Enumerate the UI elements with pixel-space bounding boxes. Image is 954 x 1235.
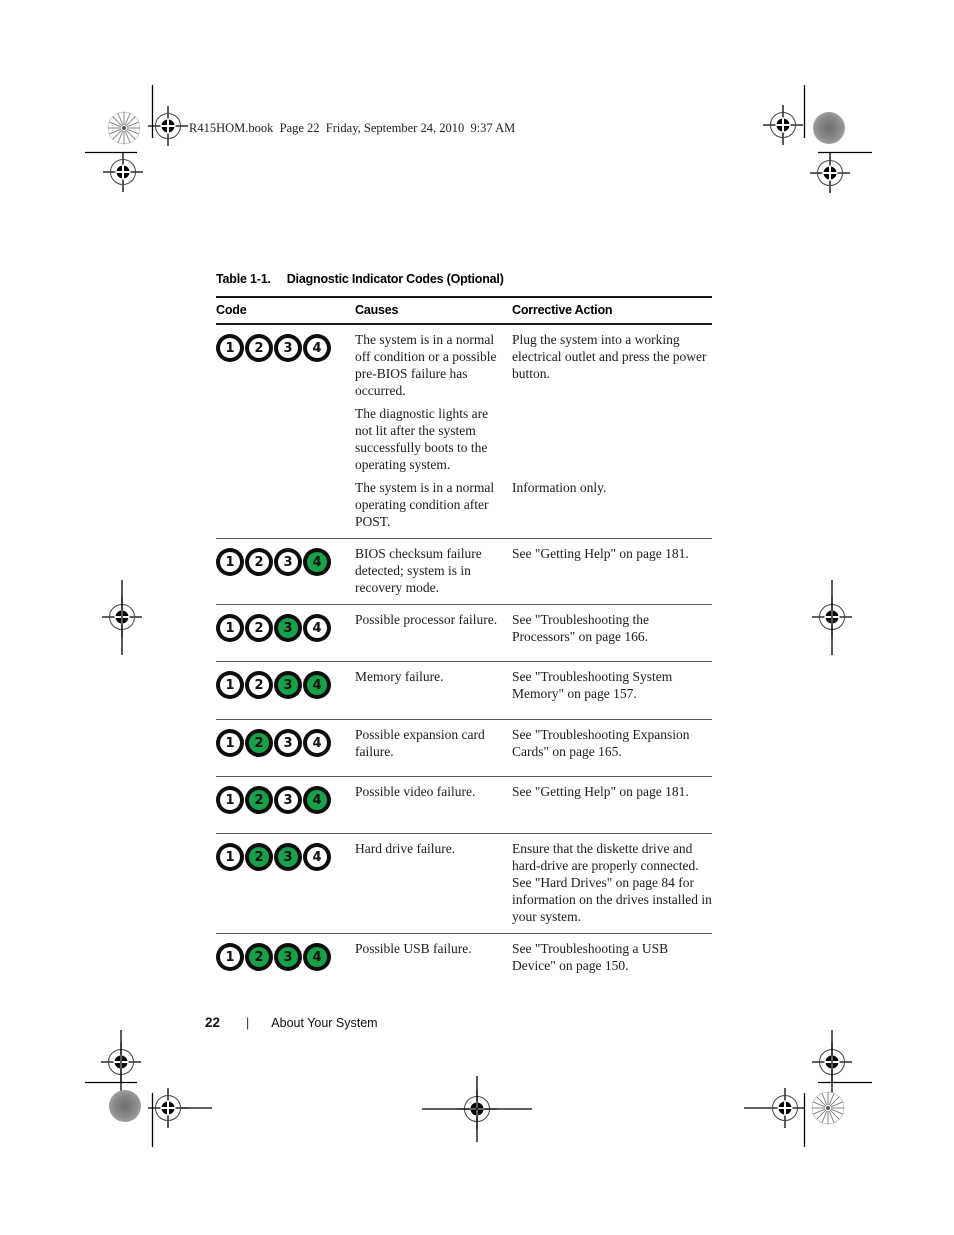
cause-text: The system is in a normal operating condition after POST. [355,480,495,529]
indicator-light-4-off: 4 [303,614,331,642]
indicator-code [216,840,355,925]
action-text: Information only. [512,480,607,495]
indicator-light-3-on: 3 [274,614,302,642]
diagnostic-codes-table [216,296,712,989]
indicator-light-2-on: 2 [245,943,273,971]
indicator-light-1-off: 1 [216,843,244,871]
action-text: See "Troubleshooting a USB Device" on page 150. [512,941,669,973]
registration-target-icon [148,106,188,146]
table-row [216,720,712,777]
registration-target-icon [763,105,803,145]
registration-target-icon [148,1088,188,1128]
footer-divider: | [246,1016,250,1030]
action-text: See "Getting Help" on page 181. [512,784,689,799]
indicator-light-4-on: 4 [303,548,331,576]
indicator-light-2-on: 2 [245,786,273,814]
indicator-light-3-on: 3 [274,943,302,971]
indicator-light-4-on: 4 [303,671,331,699]
table-row [216,934,712,989]
cause-text: Hard drive failure. [355,841,456,856]
indicator-light-4-on: 4 [303,943,331,971]
table-title-text: Diagnostic Indicator Codes (Optional) [286,272,504,286]
indicator-code [216,783,355,825]
cause-text: The diagnostic lights are not lit after the system successfully boots to the operating system. [355,406,489,472]
indicator-light-1-off: 1 [216,943,244,971]
table-header-row [216,296,712,325]
registration-target-icon [103,152,143,192]
indicator-code [216,545,355,596]
document-footer [205,1015,378,1030]
action-text: See "Getting Help" on page 181. [512,546,689,561]
registration-target-icon [812,597,852,637]
indicator-code [216,668,355,711]
indicator-light-4-off: 4 [303,843,331,871]
cause-text: Possible processor failure. [355,612,498,627]
indicator-light-3-off: 3 [274,334,302,362]
action-text: See "Troubleshooting System Memory" on page 157. [512,669,673,701]
registration-target-icon [812,1042,852,1082]
halftone-dot-icon [813,112,845,144]
indicator-light-4-off: 4 [303,729,331,757]
indicator-code [216,940,355,981]
column-header-causes: Causes [355,303,399,317]
page-number: 22 [205,1015,221,1030]
action-text: Plug the system into a working electrical outlet and press the power button. [512,332,707,381]
halftone-dot-icon [109,1090,141,1122]
indicator-light-1-off: 1 [216,614,244,642]
cause-text: The system is in a normal off condition or a possible pre-BIOS failure has occurred. [355,332,497,398]
indicator-light-1-off: 1 [216,729,244,757]
registration-target-icon [810,153,850,193]
indicator-code [216,726,355,768]
table-row [216,325,712,539]
action-text: See "Troubleshooting Expansion Cards" on page 165. [512,727,690,759]
indicator-code [216,331,355,530]
cause-text: Memory failure. [355,669,444,684]
indicator-light-3-off: 3 [274,729,302,757]
halftone-sunburst-icon [108,112,140,144]
indicator-light-1-off: 1 [216,334,244,362]
action-text: Ensure that the diskette drive and hard-drive are properly connected. See "Hard Drives" on page 84 for information on the drives installed in your system. [512,841,712,924]
cause-text: Possible expansion card failure. [355,727,485,759]
table-row [216,605,712,662]
action-text: See "Troubleshooting the Processors" on page 166. [512,612,650,644]
indicator-code [216,611,355,653]
indicator-light-2-on: 2 [245,729,273,757]
indicator-light-3-off: 3 [274,548,302,576]
cause-text: Possible USB failure. [355,941,472,956]
indicator-light-4-on: 4 [303,786,331,814]
registration-target-icon [101,1042,141,1082]
indicator-light-3-on: 3 [274,843,302,871]
indicator-light-2-off: 2 [245,334,273,362]
indicator-light-2-off: 2 [245,671,273,699]
indicator-light-3-on: 3 [274,671,302,699]
table-row [216,834,712,934]
footer-section-title: About Your System [271,1016,378,1030]
indicator-light-2-off: 2 [245,614,273,642]
registration-target-icon [457,1089,497,1129]
table-row [216,777,712,834]
indicator-light-1-off: 1 [216,786,244,814]
indicator-light-1-off: 1 [216,548,244,576]
document-header-line: R415HOM.book Page 22 Friday, September 24, 2010 9:37 AM [189,121,516,135]
indicator-light-1-off: 1 [216,671,244,699]
indicator-light-4-off: 4 [303,334,331,362]
column-header-code: Code [216,303,247,317]
registration-target-icon [765,1088,805,1128]
indicator-light-3-off: 3 [274,786,302,814]
cause-text: BIOS checksum failure detected; system is in recovery mode. [355,546,482,595]
action-text [512,405,712,473]
column-header-corrective-action: Corrective Action [512,303,613,317]
table-label: Table 1-1. [216,272,271,286]
registration-target-icon [102,597,142,637]
table-row [216,662,712,720]
indicator-light-2-off: 2 [245,548,273,576]
table-title [216,272,504,286]
cause-text: Possible video failure. [355,784,476,799]
table-row [216,539,712,605]
halftone-sunburst-icon [812,1092,844,1124]
indicator-light-2-on: 2 [245,843,273,871]
